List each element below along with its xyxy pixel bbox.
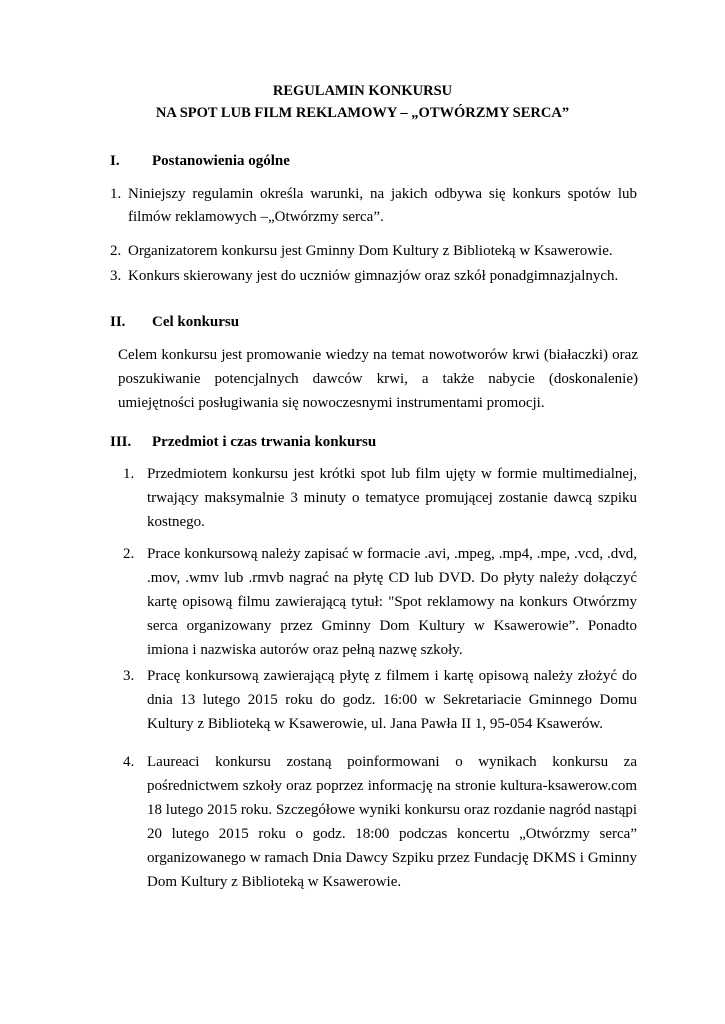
list-item (123, 542, 637, 662)
list-item-number: 3. (110, 268, 122, 284)
list-item-text: Pracę konkursową zawierającą płytę z filmem i kartę opisową należy złożyć do dnia 13 lutego 2015 roku do godz. 16:00 w Sekretariacie Gminnego Domu Kultury z Biblioteką w Ksawerowie, ul. Jana Pawła II 1, 95-054 Ksawerów. (147, 668, 637, 732)
list-item-text: Konkurs skierowany jest do uczniów gimnazjów oraz szkół ponadgimnazjalnych. (128, 268, 619, 284)
list-item (123, 664, 637, 736)
list-item-text: Prace konkursową należy zapisać w formacie .avi, .mpeg, .mp4, .mpe, .vcd, .dvd, .mov, .wmv lub .rmvb nagrać na płytę CD lub DVD. Do płyty należy dołączyć kartę opisową filmu zawierającą tytuł: "Spot reklamowy na konkurs Otwórzmy serca organizowany przez Gminny Dom Kultury w Ksawerowie”. Ponadto imiona i nazwiska autorów oraz pełną nazwę szkoły. (147, 546, 637, 658)
list-item (123, 750, 637, 894)
section-3-number: III. (110, 434, 132, 450)
list-item-number: 1. (123, 466, 135, 482)
list-item (110, 183, 637, 229)
list-item-number: 1. (110, 186, 122, 202)
section-1-number: I. (110, 153, 120, 169)
list-item-number: 2. (123, 546, 135, 562)
list-item-number: 2. (110, 243, 122, 259)
list-item (110, 240, 637, 263)
list-item (110, 265, 637, 288)
list-item-text: Niniejszy regulamin określa warunki, na jakich odbywa się konkurs spotów lub filmów reklamowych –„Otwórzmy serca”. (128, 186, 637, 225)
section-2-paragraph: Celem konkursu jest promowanie wiedzy na temat nowotworów krwi (białaczki) oraz poszukiwanie potencjalnych dawców krwi, a także nabycie (doskonalenie) umiejętności posługiwania się nowoczesnymi instrumentami promocji. (118, 347, 638, 411)
list-item-text: Organizatorem konkursu jest Gminny Dom Kultury z Biblioteką w Ksawerowie. (128, 243, 613, 259)
section-2-heading: Cel konkursu (152, 314, 240, 330)
section-3-list (123, 462, 637, 894)
title-line-1: REGULAMIN KONKURSU (272, 83, 453, 99)
section-3-heading: Przedmiot i czas trwania konkursu (152, 434, 377, 450)
section-1-list (110, 183, 637, 288)
title-line-2: NA SPOT LUB FILM REKLAMOWY – „OTWÓRZMY SERCA” (155, 105, 570, 121)
list-item-text: Przedmiotem konkursu jest krótki spot lub film ujęty w formie multimedialnej, trwający maksymalnie 3 minuty o tematyce promującej zostanie dawcą szpiku kostnego. (147, 466, 637, 530)
list-item-number: 4. (123, 754, 135, 770)
list-item-number: 3. (123, 668, 135, 684)
section-2-number: II. (110, 314, 126, 330)
list-item (123, 462, 637, 534)
document-title (0, 80, 725, 124)
section-1-heading: Postanowienia ogólne (152, 153, 290, 169)
list-item-text: Laureaci konkursu zostaną poinformowani o wynikach konkursu za pośrednictwem szkoły oraz poprzez informację na stronie kultura-ksawerow.com 18 lutego 2015 roku. Szczegółowe wyniki konkursu oraz rozdanie nagród nastąpi 20 lutego 2015 roku o godz. 18:00 podczas koncertu „Otwórzmy serca” organizowanego w ramach Dnia Dawcy Szpiku przez Fundację DKMS i Gminny Dom Kultury z Biblioteką w Ksawerowie. (147, 754, 637, 890)
